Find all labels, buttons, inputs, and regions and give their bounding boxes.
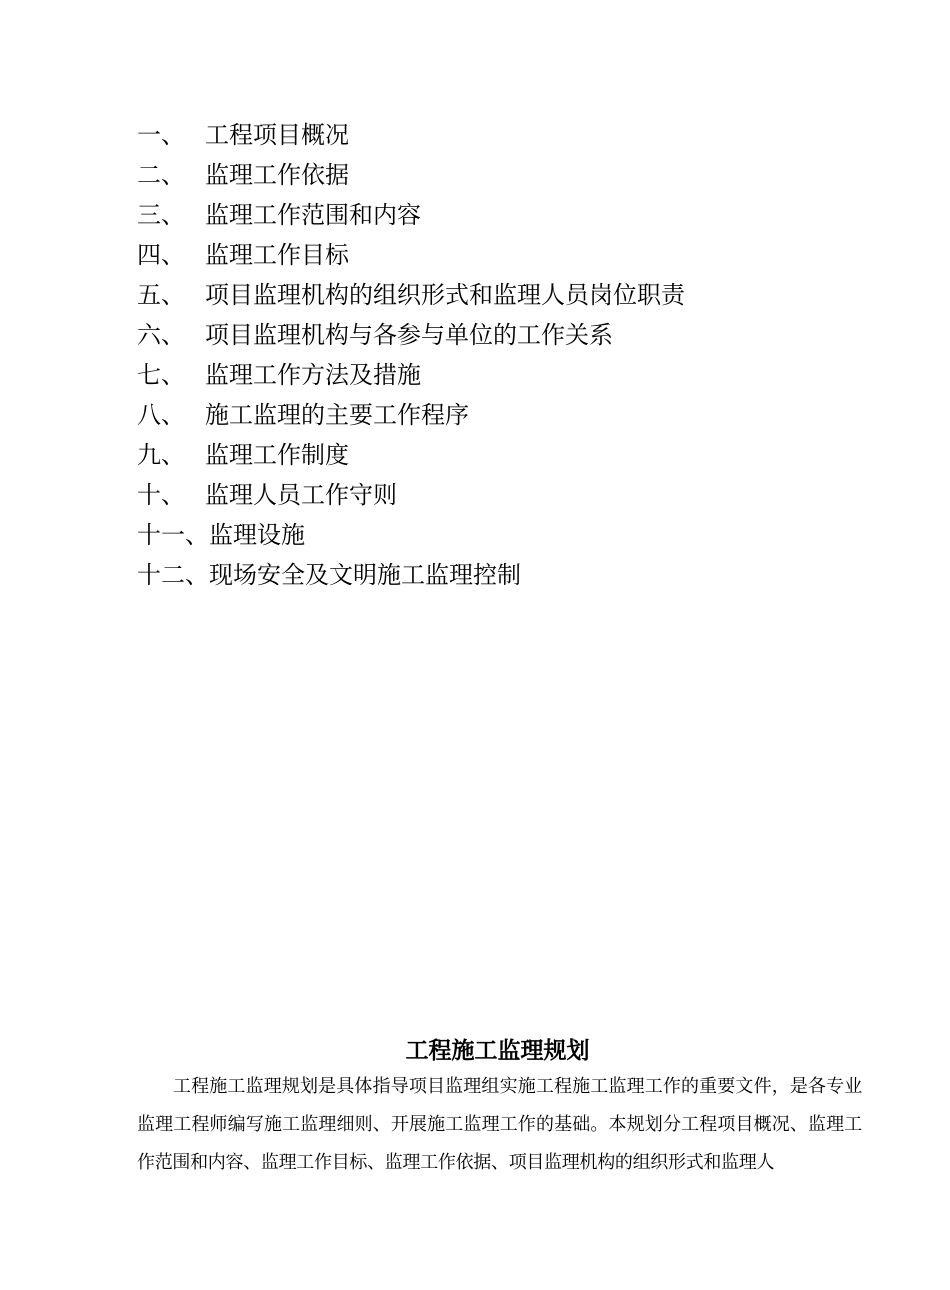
toc-item-11[interactable] (137, 515, 877, 555)
document-title: 工程施工监理规划 (405, 1038, 590, 1064)
toc-title: 监理工作方法及措施 (205, 361, 421, 389)
toc-title: 监理设施 (209, 521, 305, 549)
toc-item-7[interactable] (137, 355, 877, 395)
toc-title: 监理工作制度 (205, 441, 349, 469)
toc-title: 项目监理机构的组织形式和监理人员岗位职责 (205, 281, 685, 309)
toc-number: 十二、 (137, 561, 209, 589)
toc-title: 项目监理机构与各参与单位的工作关系 (205, 321, 613, 349)
toc-title: 工程项目概况 (205, 121, 349, 149)
toc-item-6[interactable] (137, 315, 877, 355)
toc-item-1[interactable] (137, 115, 877, 155)
toc-item-5[interactable] (137, 275, 877, 315)
toc-number: 八、 (137, 401, 185, 429)
toc-number: 三、 (137, 201, 185, 229)
toc-number: 一、 (137, 121, 185, 149)
table-of-contents (137, 115, 877, 595)
toc-item-2[interactable] (137, 155, 877, 195)
intro-paragraph: 工程施工监理规划是具体指导项目监理组实施工程施工监理工作的重要文件，是各专业监理工程师编写施工监理细则、开展施工监理工作的基础。本规划分工程项目概况、监理工作范围和内容、监理工作目标、监理工作依据、项目监理机构的组织形式和监理人 (137, 1076, 862, 1173)
toc-number: 十、 (137, 481, 185, 509)
toc-item-10[interactable] (137, 475, 877, 515)
toc-item-4[interactable] (137, 235, 877, 275)
toc-item-12[interactable] (137, 555, 877, 595)
toc-title: 施工监理的主要工作程序 (205, 401, 469, 429)
toc-item-8[interactable] (137, 395, 877, 435)
toc-title: 监理工作范围和内容 (205, 201, 421, 229)
toc-title: 监理工作目标 (205, 241, 349, 269)
toc-title: 监理人员工作守则 (205, 481, 397, 509)
toc-number: 四、 (137, 241, 185, 269)
toc-item-3[interactable] (137, 195, 877, 235)
toc-title: 监理工作依据 (205, 161, 349, 189)
toc-item-9[interactable] (137, 435, 877, 475)
toc-number: 二、 (137, 161, 185, 189)
toc-number: 九、 (137, 441, 185, 469)
toc-number: 十一、 (137, 521, 209, 549)
toc-title: 现场安全及文明施工监理控制 (209, 561, 521, 589)
toc-number: 六、 (137, 321, 185, 349)
toc-number: 五、 (137, 281, 185, 309)
toc-number: 七、 (137, 361, 185, 389)
